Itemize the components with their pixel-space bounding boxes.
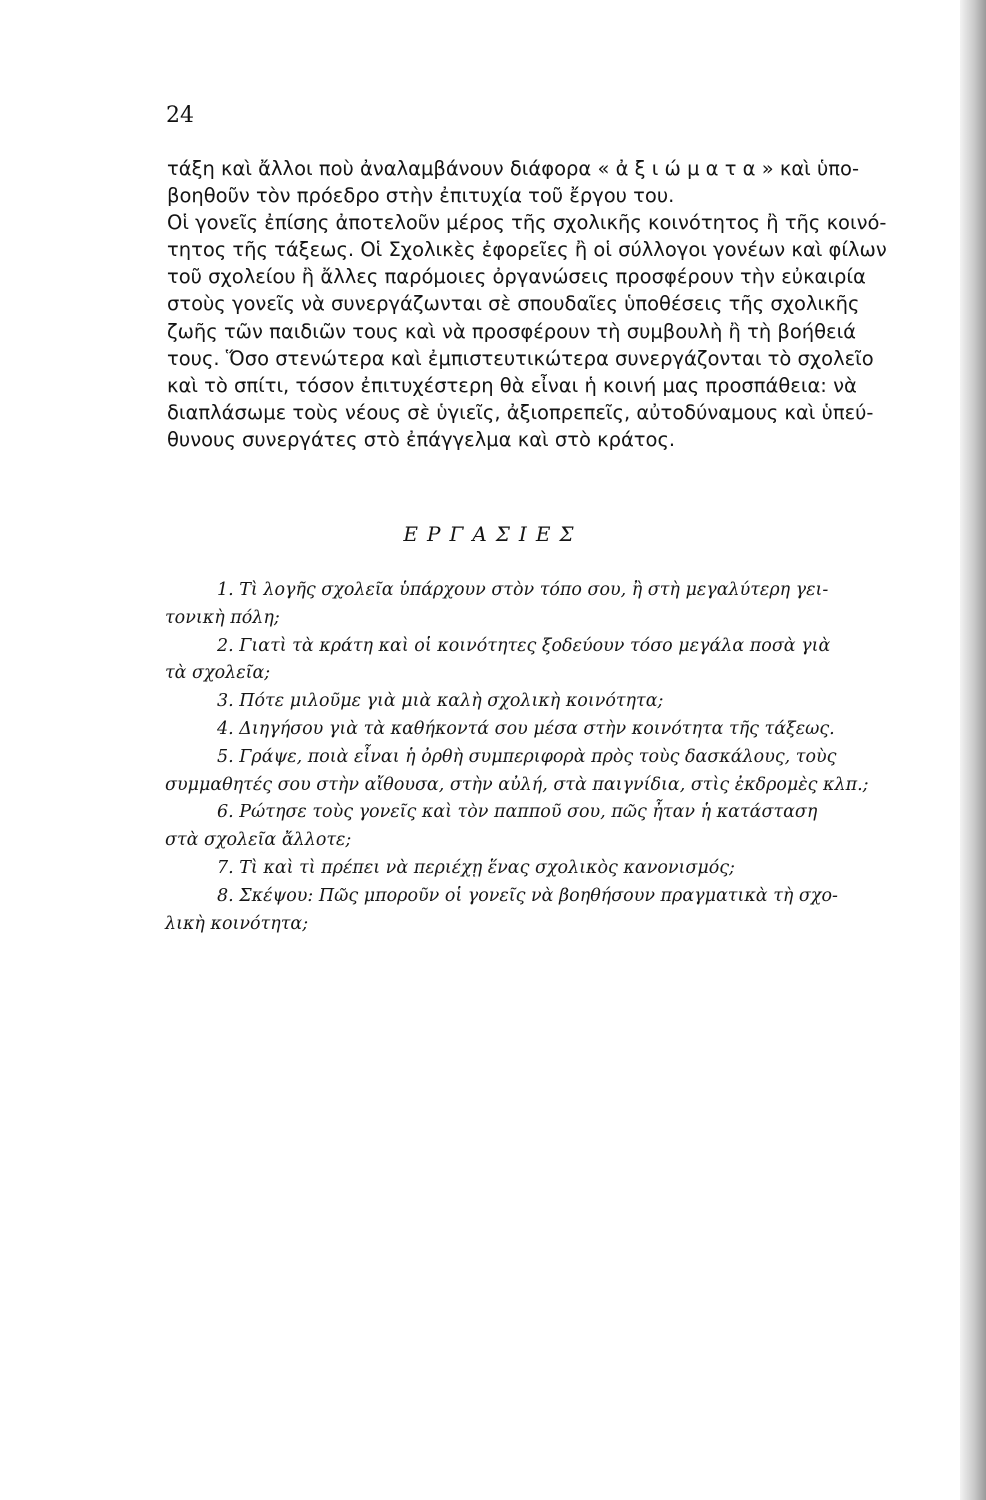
exercise-line: τονικὴ πόλη; bbox=[165, 607, 280, 628]
body-line: καὶ τὸ σπίτι, τόσον ἐπιτυχέστερη θὰ εἶναι ἡ κοινή μας προσπάθεια: νὰ bbox=[167, 373, 857, 397]
body-line: διαπλάσωμε τοὺς νέους σὲ ὑγιεῖς, ἀξιοπρεπεῖς, αὐτοδύναμους καὶ ὑπεύ- bbox=[167, 400, 874, 424]
body-line: βοηθοῦν τὸν πρόεδρο στὴν ἐπιτυχία τοῦ ἔργου του. bbox=[167, 184, 675, 208]
body-paragraphs bbox=[167, 155, 907, 453]
exercise-item bbox=[165, 799, 910, 855]
body-line: θυνους συνεργάτες στὸ ἐπάγγελμα καὶ στὸ κράτος. bbox=[167, 427, 676, 451]
exercise-line: 6. Ρώτησε τοὺς γονεῖς καὶ τὸν παπποῦ σου, πῶς ἦταν ἡ κατάσταση bbox=[217, 802, 818, 823]
exercise-line: τὰ σχολεῖα; bbox=[165, 663, 271, 684]
exercise-list bbox=[165, 577, 910, 938]
exercise-item bbox=[165, 855, 910, 883]
exercise-line: 2. Γιατὶ τὰ κράτη καὶ οἱ κοινότητες ξοδεύουν τόσο μεγάλα ποσὰ γιὰ bbox=[217, 635, 831, 656]
exercise-line: 7. Τὶ καὶ τὶ πρέπει νὰ περιέχῃ ἕνας σχολικὸς κανονισμός; bbox=[217, 857, 735, 878]
exercise-line: στὰ σχολεῖα ἄλλοτε; bbox=[165, 830, 352, 851]
page-number: 24 bbox=[166, 103, 194, 128]
exercise-line: 5. Γράψε, ποιὰ εἶναι ἡ ὀρθὴ συμπεριφορὰ πρὸς τοὺς δασκάλους, τοὺς bbox=[217, 746, 837, 767]
page-edge-shadow bbox=[960, 0, 986, 1500]
section-heading: ΕΡΓΑΣΙΕΣ bbox=[403, 522, 583, 546]
exercise-item bbox=[165, 883, 910, 939]
exercise-line: 3. Πότε μιλοῦμε γιὰ μιὰ καλὴ σχολικὴ κοινότητα; bbox=[217, 691, 664, 712]
body-line: τους. Ὅσο στενώτερα καὶ ἐμπιστευτικώτερα συνεργάζονται τὸ σχολεῖο bbox=[167, 346, 874, 370]
body-line: στοὺς γονεῖς νὰ συνεργάζωνται σὲ σπουδαῖες ὑποθέσεις τῆς σχολικῆς bbox=[167, 292, 860, 316]
body-line: τοῦ σχολείου ἢ ἄλλες παρόμοιες ὀργανώσεις προσφέρουν τὴν εὐκαιρία bbox=[167, 265, 866, 289]
exercise-item bbox=[165, 688, 910, 716]
exercise-line: λικὴ κοινότητα; bbox=[165, 913, 309, 934]
body-line: ζωῆς τῶν παιδιῶν τους καὶ νὰ προσφέρουν τὴ συμβουλὴ ἢ τὴ βοήθειά bbox=[167, 319, 857, 343]
exercise-line: 1. Τὶ λογῆς σχολεῖα ὑπάρχουν στὸν τόπο σου, ἢ στὴ μεγαλύτερη γει- bbox=[217, 580, 829, 600]
exercise-line: συμμαθητές σου στὴν αἴθουσα, στὴν αὐλή, στὰ παιγνίδια, στὶς ἐκδρομὲς κλπ.; bbox=[165, 774, 869, 795]
exercise-item bbox=[165, 744, 910, 800]
body-line: τάξη καὶ ἄλλοι ποὺ ἀναλαμβάνουν διάφορα « ἀ ξ ι ώ μ α τ α » καὶ ὑπο- bbox=[167, 157, 859, 180]
exercise-item bbox=[165, 577, 910, 633]
exercise-line: 4. Διηγήσου γιὰ τὰ καθήκοντά σου μέσα στὴν κοινότητα τῆς τάξεως. bbox=[217, 718, 835, 739]
exercise-item bbox=[165, 716, 910, 744]
exercise-item bbox=[165, 633, 910, 689]
body-line: Οἱ γονεῖς ἐπίσης ἀποτελοῦν μέρος τῆς σχολικῆς κοινότητος ἢ τῆς κοινό- bbox=[167, 211, 887, 235]
exercise-line: 8. Σκέψου: Πῶς μποροῦν οἱ γονεῖς νὰ βοηθήσουν πραγματικὰ τὴ σχο- bbox=[217, 885, 838, 906]
body-line: τητος τῆς τάξεως. Οἱ Σχολικὲς ἐφορεῖες ἢ οἱ σύλλογοι γονέων καὶ φίλων bbox=[167, 238, 887, 262]
